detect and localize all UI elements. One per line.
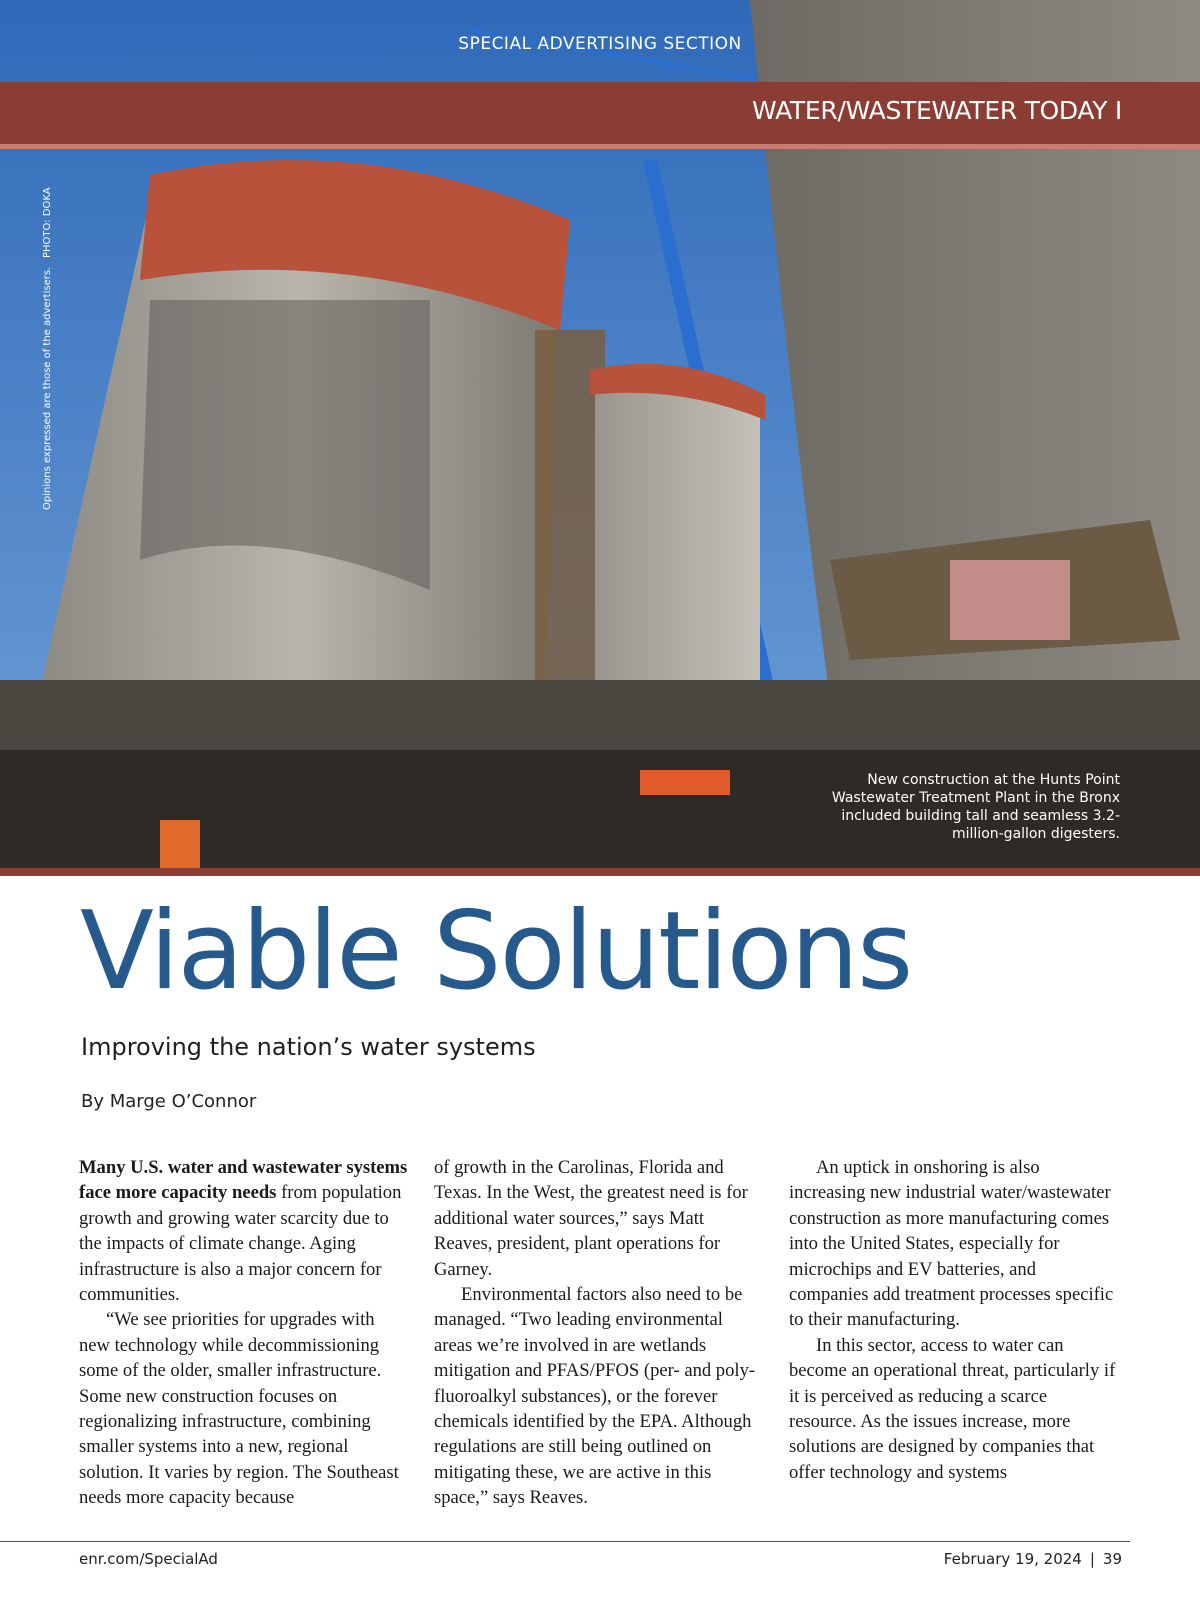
photo-credit: PHOTO: DOKA [42, 187, 53, 258]
paragraph: “We see priorities for upgrades with new technology while decommissioning some of the older, smaller infrastructure. Some new construction focuses on regionalizing infrastructure, combining smaller systems into a new, regional solution. It varies by region. The Southeast needs more capacity because [79, 1309, 399, 1509]
special-advertising-label: SPECIAL ADVERTISING SECTION [458, 34, 742, 54]
article-column-2 [434, 1155, 764, 1511]
section-title: WATER/WASTEWATER TODAY I [752, 96, 1122, 125]
footer-separator: | [1089, 1550, 1095, 1568]
paragraph: of growth in the Carolinas, Florida and Texas. In the West, the greatest need is for additional water sources,” says Matt Reaves, president, plant operations for Garney. [434, 1157, 748, 1280]
paragraph: In this sector, access to water can become an operational threat, particularly if it is perceived as reducing a scarce resource. As the issues increase, more solutions are designed by companies that offer technology and systems [789, 1334, 1116, 1483]
opinions-disclaimer: Opinions expressed are those of the advertisers. [42, 266, 53, 510]
article-column-3 [789, 1155, 1119, 1485]
paragraph: Environmental factors also need to be managed. “Two leading environmental areas we’re involved in are wetlands mitigation and PFAS/PFOS (per- and poly-fluoroalkyl substances), or the forever chemicals identified by the EPA. Although regulations are still being outlined on mitigating these, we are active in this space,” says Reaves. [434, 1284, 756, 1509]
article-byline: By Marge O’Connor [81, 1091, 257, 1112]
paragraph: An uptick in onshoring is also increasing new industrial water/wastewater construction as more manufacturing comes into the United States, especially for microchips and EV batteries, and companies add treatment processes specific to their manufacturing. [789, 1157, 1114, 1331]
hero-divider [0, 868, 1200, 876]
lead-rest: from population growth and growing water scarcity due to the impacts of climate change. Aging infrastructure is also a major concern for communities. [79, 1182, 402, 1306]
article-subtitle: Improving the nation’s water systems [81, 1033, 536, 1061]
page-number: 39 [1102, 1550, 1122, 1568]
footer-divider [0, 1541, 1130, 1542]
footer-page-info [944, 1550, 1122, 1568]
article-title: Viable Solutions [80, 889, 912, 1014]
paragraph [79, 1155, 409, 1307]
section-band [0, 82, 1200, 149]
article-column-1 [79, 1155, 409, 1511]
photo-caption: New construction at the Hunts Point Wastewater Treatment Plant in the Bronx included building tall and seamless 3.2-million-gallon digesters. [831, 772, 1120, 842]
footer-url[interactable]: enr.com/SpecialAd [79, 1550, 218, 1568]
lead-bold: Many U.S. water and wastewater systems face more capacity needs [79, 1157, 408, 1204]
footer-date: February 19, 2024 [943, 1550, 1082, 1568]
